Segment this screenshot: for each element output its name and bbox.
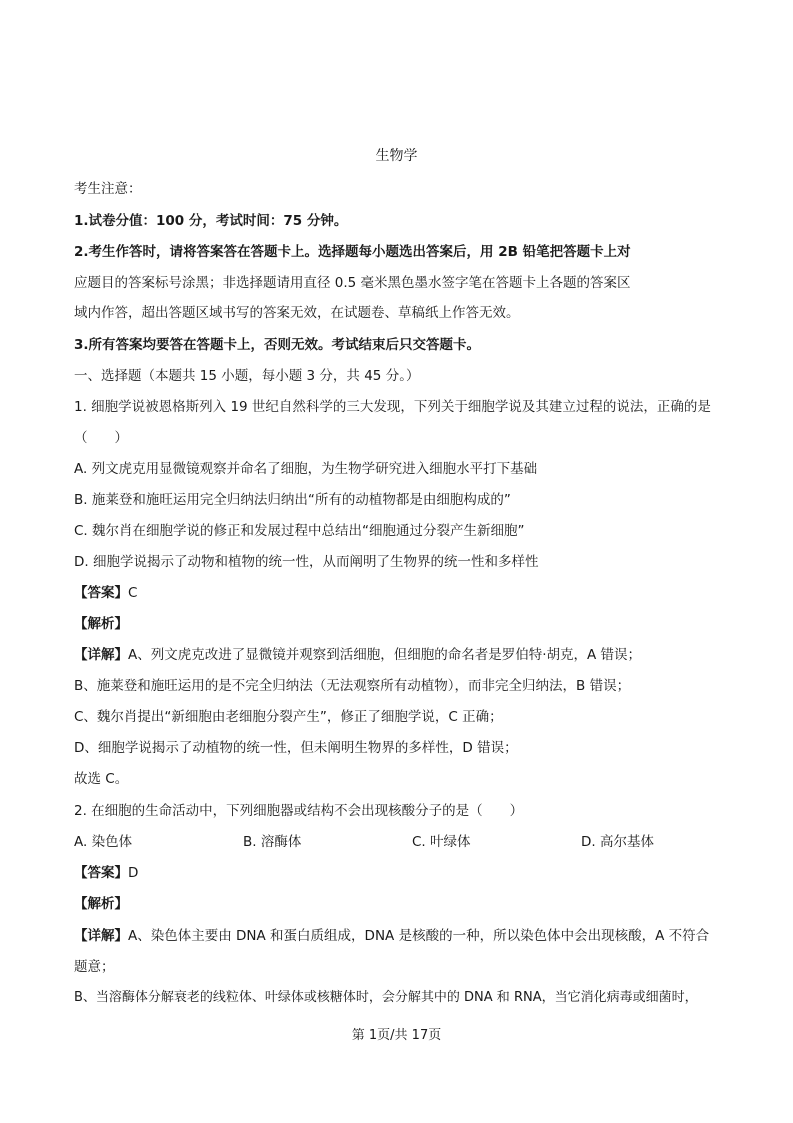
- question-1-detail-line-1: [74, 646, 641, 664]
- question-2-option-d: D. 高尔基体: [581, 834, 654, 850]
- answer-value: D: [128, 865, 139, 881]
- question-2-detail-line-2: 题意；: [74, 959, 115, 975]
- detail-text: A、列文虎克改进了显微镜并观察到活细胞，但细胞的命名者是罗伯特·胡克，A 错误；: [128, 647, 642, 663]
- notice-item-2-line-3: 域内作答，超出答题区域书写的答案无效，在试题卷、草稿纸上作答无效。: [74, 305, 520, 321]
- answer-value: C: [128, 585, 138, 601]
- page-footer: 第 1页/共 17页: [351, 1028, 442, 1043]
- page-title: 生物学: [375, 148, 418, 164]
- question-1-detail-line-3: C、魏尔肖提出“新细胞由老细胞分裂产生”，修正了细胞学说，C 正确；: [74, 709, 503, 725]
- question-2-answer: [74, 864, 138, 882]
- question-1-conclusion: 故选 C。: [74, 771, 129, 787]
- question-1-detail-line-2: B、施莱登和施旺运用的是不完全归纳法（无法观察所有动植物），而非完全归纳法，B 错误；: [74, 678, 631, 694]
- question-1-option-b: B. 施莱登和施旺运用完全归纳法归纳出“所有的动植物都是由细胞构成的”: [74, 492, 511, 508]
- question-2-option-a: A. 染色体: [74, 834, 133, 850]
- section-heading: 一、选择题（本题共 15 小题，每小题 3 分，共 45 分。）: [74, 368, 420, 384]
- question-2-detail-line-1: [74, 927, 709, 945]
- question-1-option-c: C. 魏尔肖在细胞学说的修正和发展过程中总结出“细胞通过分裂产生新细胞”: [74, 523, 525, 539]
- question-1-answer: [74, 584, 137, 602]
- question-2-analysis-tag: 【解析】: [74, 896, 128, 912]
- detail-tag: 【详解】: [74, 928, 128, 944]
- question-2-option-c: C. 叶绿体: [412, 834, 471, 850]
- question-2-detail-line-3: B、当溶酶体分解衰老的线粒体、叶绿体或核糖体时，会分解其中的 DNA 和 RNA，当它消化病毒或细菌时，: [74, 990, 698, 1005]
- notice-item-2-line-1: 2.考生作答时，请将答案答在答题卡上。选择题每小题选出答案后，用 2B 铅笔把答题卡上对: [74, 244, 631, 260]
- question-1-analysis-tag: 【解析】: [74, 616, 128, 632]
- question-1-option-a: A. 列文虎克用显微镜观察并命名了细胞，为生物学研究进入细胞水平打下基础: [74, 461, 538, 477]
- detail-tag: 【详解】: [74, 647, 128, 663]
- question-1-option-d: D. 细胞学说揭示了动物和植物的统一性，从而阐明了生物界的统一性和多样性: [74, 554, 539, 570]
- notice-heading: 考生注意：: [74, 181, 142, 197]
- question-1-stem-line-2: （ ）: [74, 430, 128, 446]
- notice-item-3: 3.所有答案均要答在答题卡上，否则无效。考试结束后只交答题卡。: [74, 337, 481, 353]
- notice-item-1: 1.试卷分值：100 分，考试时间：75 分钟。: [74, 213, 348, 229]
- answer-tag: 【答案】: [74, 865, 128, 881]
- detail-text: A、染色体主要由 DNA 和蛋白质组成，DNA 是核酸的一种，所以染色体中会出现核酸，A 不符合: [128, 928, 710, 944]
- question-2-stem: 2. 在细胞的生命活动中，下列细胞器或结构不会出现核酸分子的是（ ）: [74, 803, 524, 819]
- question-1-detail-line-4: D、细胞学说揭示了动植物的统一性，但未阐明生物界的多样性，D 错误；: [74, 740, 518, 756]
- notice-item-2-line-2: 应题目的答案标号涂黑；非选择题请用直径 0.5 毫米黑色墨水签字笔在答题卡上各题的答案区: [74, 275, 631, 291]
- question-2-option-b: B. 溶酶体: [243, 834, 302, 850]
- answer-tag: 【答案】: [74, 585, 128, 601]
- question-1-stem-line-1: 1. 细胞学说被恩格斯列入 19 世纪自然科学的三大发现，下列关于细胞学说及其建立过程的说法，正确的是: [74, 399, 711, 415]
